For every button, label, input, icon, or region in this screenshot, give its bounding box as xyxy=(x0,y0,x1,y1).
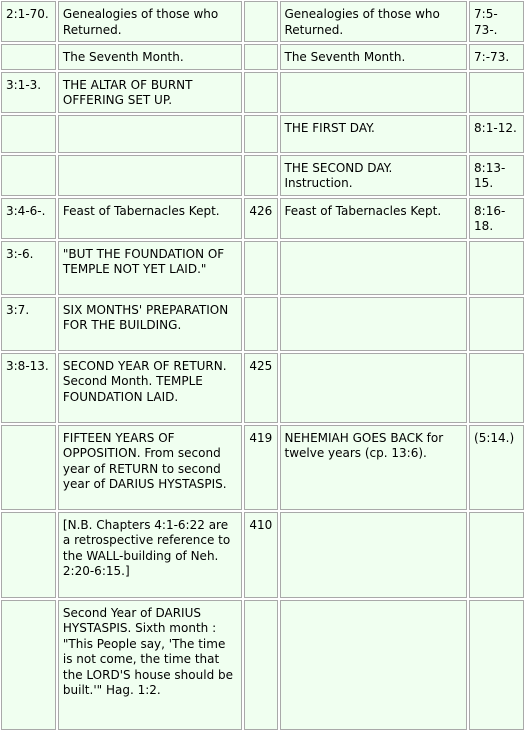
ezra-event xyxy=(58,115,242,153)
table-row xyxy=(1,297,524,351)
nehemiah-reference xyxy=(469,241,524,295)
nehemiah-event xyxy=(280,297,468,351)
ezra-event: "BUT THE FOUNDATION OF TEMPLE NOT YET LAID." xyxy=(58,241,242,295)
bc-year xyxy=(244,44,277,70)
bc-year xyxy=(244,1,277,42)
bc-year xyxy=(244,241,277,295)
table-row xyxy=(1,44,524,70)
nehemiah-event: Feast of Tabernacles Kept. xyxy=(280,198,468,239)
ezra-event: SIX MONTHS' PREPARATION FOR THE BUILDING. xyxy=(58,297,242,351)
bc-year: 426 xyxy=(244,198,277,239)
table-row xyxy=(1,425,524,510)
ezra-reference xyxy=(1,115,56,153)
nehemiah-event: The Seventh Month. xyxy=(280,44,468,70)
ezra-event: Second Year of DARIUS HYSTASPIS. Sixth month : "This People say, 'The time is not come, the time that the LORD'S house should be built.'" Hag. 1:2. xyxy=(58,600,242,730)
bc-year: 419 xyxy=(244,425,277,510)
table-row xyxy=(1,198,524,239)
nehemiah-event xyxy=(280,512,468,598)
ezra-event: THE ALTAR OF BURNT OFFERING SET UP. xyxy=(58,72,242,113)
nehemiah-reference xyxy=(469,512,524,598)
table-row xyxy=(1,115,524,153)
nehemiah-event: THE SECOND DAY. Instruction. xyxy=(280,155,468,196)
table-row xyxy=(1,353,524,423)
nehemiah-reference xyxy=(469,297,524,351)
table-row xyxy=(1,600,524,730)
ezra-reference: 3:8-13. xyxy=(1,353,56,423)
nehemiah-event: Genealogies of those who Returned. xyxy=(280,1,468,42)
table-row xyxy=(1,155,524,196)
nehemiah-reference: 8:16-18. xyxy=(469,198,524,239)
ezra-reference: 3:-6. xyxy=(1,241,56,295)
bc-year: 425 xyxy=(244,353,277,423)
nehemiah-reference: 7:-73. xyxy=(469,44,524,70)
nehemiah-reference: 8:1-12. xyxy=(469,115,524,153)
ezra-reference: 3:1-3. xyxy=(1,72,56,113)
nehemiah-event xyxy=(280,241,468,295)
table-row xyxy=(1,1,524,42)
ezra-reference: 3:7. xyxy=(1,297,56,351)
ezra-reference xyxy=(1,425,56,510)
table-row xyxy=(1,72,524,113)
ezra-reference xyxy=(1,600,56,730)
ezra-reference xyxy=(1,512,56,598)
nehemiah-event xyxy=(280,353,468,423)
bc-year: 410 xyxy=(244,512,277,598)
ezra-reference xyxy=(1,155,56,196)
nehemiah-event xyxy=(280,72,468,113)
nehemiah-reference: (5:14.) xyxy=(469,425,524,510)
ezra-event: FIFTEEN YEARS OF OPPOSITION. From second year of RETURN to second year of DARIUS HYSTASPIS. xyxy=(58,425,242,510)
bc-year xyxy=(244,297,277,351)
bc-year xyxy=(244,72,277,113)
nehemiah-event xyxy=(280,600,468,730)
nehemiah-event: NEHEMIAH GOES BACK for twelve years (cp. 13:6). xyxy=(280,425,468,510)
table-row xyxy=(1,241,524,295)
table-row xyxy=(1,512,524,598)
nehemiah-reference xyxy=(469,353,524,423)
ezra-reference: 2:1-70. xyxy=(1,1,56,42)
nehemiah-reference: 8:13-15. xyxy=(469,155,524,196)
nehemiah-reference: 7:5-73-. xyxy=(469,1,524,42)
bc-year xyxy=(244,155,277,196)
ezra-event: Feast of Tabernacles Kept. xyxy=(58,198,242,239)
bc-year xyxy=(244,600,277,730)
ezra-event xyxy=(58,155,242,196)
chronology-table-body xyxy=(1,1,524,730)
ezra-reference: 3:4-6-. xyxy=(1,198,56,239)
bc-year xyxy=(244,115,277,153)
nehemiah-event: THE FIRST DAY. xyxy=(280,115,468,153)
ezra-reference xyxy=(1,44,56,70)
ezra-event: The Seventh Month. xyxy=(58,44,242,70)
nehemiah-reference xyxy=(469,600,524,730)
ezra-event: Genealogies of those who Returned. xyxy=(58,1,242,42)
nehemiah-reference xyxy=(469,72,524,113)
ezra-event: SECOND YEAR OF RETURN. Second Month. TEMPLE FOUNDATION LAID. xyxy=(58,353,242,423)
ezra-event: [N.B. Chapters 4:1-6:22 are a retrospective reference to the WALL-building of Neh. 2:20-6:15.] xyxy=(58,512,242,598)
